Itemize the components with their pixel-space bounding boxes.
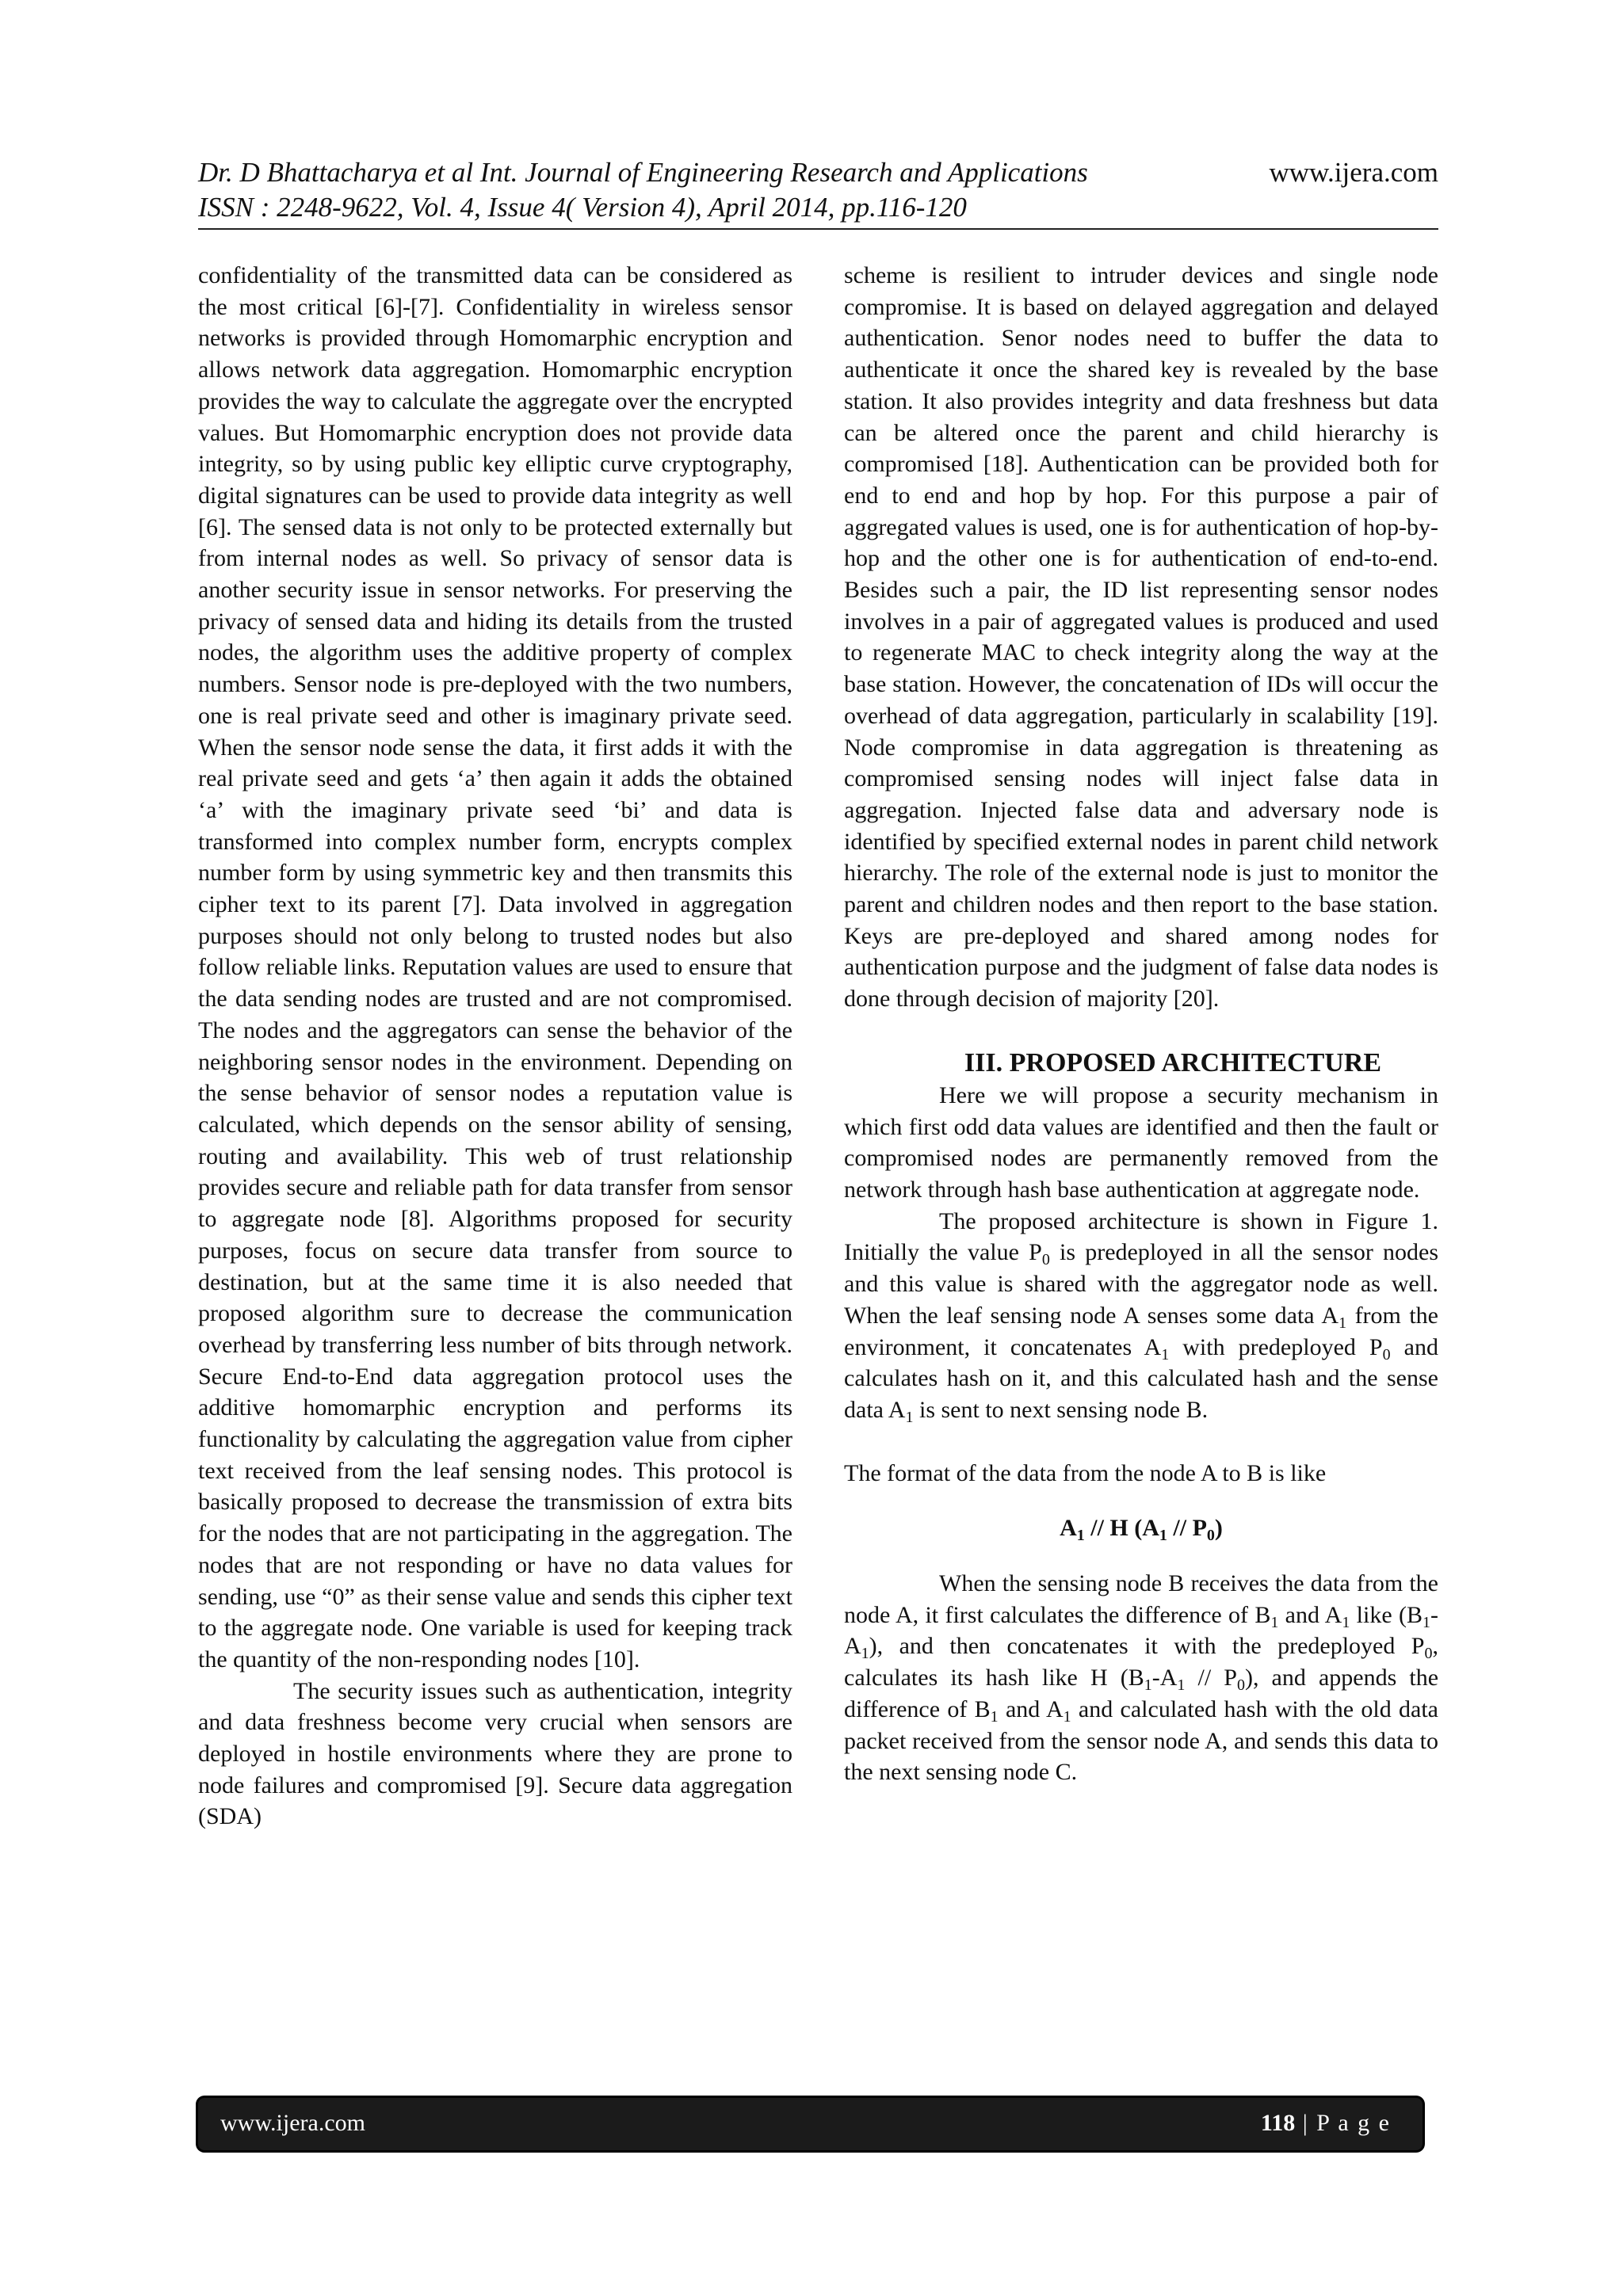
subscript: 0 [1206,1527,1215,1545]
text-run: like (B [1350,1601,1423,1628]
spacer [844,1426,1438,1458]
subscript: 1 [990,1707,999,1726]
issn-line: ISSN : 2248-9622, Vol. 4, Issue 4( Version 4), April 2014, pp.116-120 [198,192,967,223]
text-run: ), and then concatenates it with the predeployed P [869,1633,1425,1660]
header-website: www.ijera.com [1269,157,1438,188]
right-paragraph-4: The format of the data from the node A to B is like [844,1459,1327,1486]
page-number-label [1261,2106,1391,2141]
subscript: 1 [1076,1527,1085,1545]
text-run: is sent to next sensing node B. [913,1396,1209,1423]
left-column [198,260,792,1833]
right-paragraph-5 [844,1568,1438,1788]
text-run: // P [1167,1515,1207,1542]
section-heading: III. PROPOSED ARCHITECTURE [964,1047,1382,1077]
subscript: 1 [1177,1676,1186,1695]
right-paragraph-1: scheme is resilient to intruder devices and single node compromise. It is based on delayed aggregation and delayed authentication. Senor nodes need to buffer the data to authenticate it once the shared key is revealed by the base station. It also provides integrity and data freshness but data can be altered once the parent and child hierarchy is compromised [18]. Authentication can be provided both for end to end and hop by hop. For this purpose a pair of aggregated values is used, one is for authentication of hop-by-hop and the other one is for authentication of end-to-end. Besides such a pair, the ID list representing sensor nodes involves in a pair of aggregated values is produced and used to regenerate MAC to check integrity along the way at the base station. However, the concatenation of IDs will occur the overhead of data aggregation, particularly in scalability [19]. Node compromise in data aggregation is threatening as compromised sensing nodes will inject false data in aggregation. Injected false data and adversary node is identified by specified external nodes in parent child network hierarchy. The role of the external node is just to monitor the parent and children nodes and then report to the base station. Keys are pre-deployed and shared among nodes for authentication purpose and the judgment of false data nodes is done through decision of majority [20]. [844,262,1438,1013]
subscript: 1 [1144,1676,1152,1695]
subscript: 1 [905,1408,914,1426]
text-run: -A [844,1601,1438,1660]
data-format-formula [844,1512,1438,1544]
text-run: A [1060,1515,1077,1542]
text-run: -A [1151,1665,1178,1691]
left-paragraph-2: The security issues such as authentication, integrity and data freshness become very crucial when sensors are deployed in hostile environments where they are prone to node failures and compromised [9]. Secure data aggregation (SDA) [198,1677,792,1830]
text-run: and calculates hash on it, and this calculated hash and the sense data A [844,1333,1438,1423]
text-run: , calculates its hash like H (B [844,1633,1438,1691]
footer-website[interactable]: www.ijera.com [220,2110,365,2136]
text-run: The proposed architecture is shown in Figure 1. Initially the value P [844,1207,1438,1266]
text-run: is predeployed in all the sensor nodes and this value is shared with the aggregator node as well. When the leaf sensing node A senses some data A [844,1239,1438,1329]
text-run: with predeployed P [1169,1333,1383,1360]
subscript: 0 [1382,1345,1391,1363]
page-number: 118 [1260,2110,1296,2136]
text-run: from the environment, it concatenates A [844,1302,1438,1360]
subscript: 1 [1270,1613,1279,1631]
text-run: and calculated hash with the old data packet received from the sensor node A, and sends this data to the next sensing node C. [844,1695,1438,1786]
subscript: 1 [1161,1345,1170,1363]
page-label: | P a g e [1295,2110,1391,2136]
text-run: and A [1278,1601,1342,1628]
page-header [198,155,1438,230]
subscript: 1 [1422,1613,1430,1631]
right-paragraph-2: Here we will propose a security mechanism in which first odd data values are identified and then the fault or compromised nodes are permanently removed from the network through hash base authentication at aggregate node. [844,1081,1438,1203]
text-run: ), and appends the difference of B [844,1665,1439,1722]
subscript: 1 [1159,1527,1167,1545]
subscript: 1 [861,1645,869,1663]
text-run: // P [1185,1665,1237,1691]
subscript: 1 [1338,1314,1347,1332]
subscript: 1 [1063,1707,1071,1726]
page-footer [198,2098,1423,2150]
text-run: ) [1214,1515,1223,1542]
text-run: When the sensing node B receives the data from the node A, it first calculates the difference of B [844,1570,1438,1628]
subscript: 0 [1424,1645,1433,1663]
text-run: // H (A [1084,1515,1159,1542]
text-run: and A [998,1695,1064,1722]
subscript: 0 [1041,1251,1050,1269]
right-column [844,260,1438,1788]
left-paragraph-1: confidentiality of the transmitted data can be considered as the most critical [6]-[7]. Confidentiality in wireless sensor networks is provided through Homomarphic encryption and allows network data aggregation. Homomarphic encryption provides the way to calculate the aggregate over the encrypted values. But Homomarphic encryption does not provide data integrity, so by using public key elliptic curve cryptography, digital signatures can be used to provide data integrity as well [6]. The sensed data is not only to be protected externally but from internal nodes as well. So privacy of sensor data is another security issue in sensor networks. For preserving the privacy of sensed data and hiding its details from the trusted nodes, the algorithm uses the additive property of complex numbers. Sensor node is pre-deployed with the two numbers, one is real private seed and other is imaginary private seed. When the sensor node sense the data, it first adds it with the real private seed and gets ‘a’ then again it adds the obtained ‘a’ with the imaginary private seed ‘bi’ and data is transformed into complex number form, encrypts complex number form by using symmetric key and then transmits this cipher text to its parent [7]. Data involved in aggregation purposes should not only belong to trusted nodes but also follow reliable links. Reputation values are used to ensure that the data sending nodes are trusted and are not compromised. The nodes and the aggregators can sense the behavior of the neighboring sensor nodes in the environment. Depending on the sense behavior of sensor nodes a reputation value is calculated, which depends on the sensor ability of sensing, routing and availability. This web of trust relationship provides secure and reliable path for data transfer from sensor to aggregate node [8]. Algorithms proposed for security purposes, focus on secure data transfer from source to destination, but at the same time it is also needed that proposed algorithm sure to decrease the communication overhead by transferring less number of bits through network. Secure End-to-End data aggregation protocol uses the additive homomarphic encryption and performs its functionality by calculating the aggregation value from cipher text received from the leaf sensing nodes. This protocol is basically proposed to decrease the transmission of extra bits for the nodes that are not participating in the aggregation. The nodes that are not responding or have no data values for sending, use “0” as their sense value and sends this cipher text to the aggregate node. One variable is used for keeping track the quantity of the non-responding nodes [10]. [198,262,792,1672]
subscript: 0 [1236,1676,1245,1695]
right-paragraph-3 [844,1206,1438,1426]
subscript: 1 [1342,1613,1350,1631]
journal-citation: Dr. D Bhattacharya et al Int. Journal of Engineering Research and Applications [198,157,1088,188]
